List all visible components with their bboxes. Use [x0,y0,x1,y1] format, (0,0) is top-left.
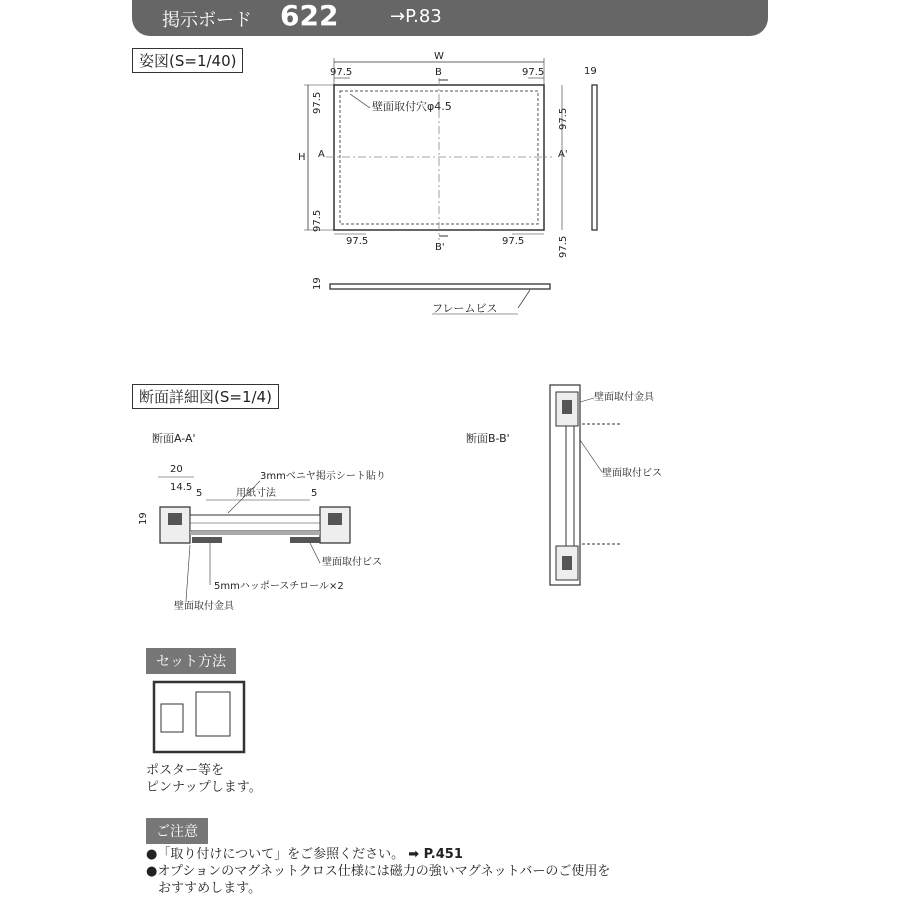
dim-bottom-19: 19 [312,277,323,290]
wall-bracket-label: 壁面取付金具 [174,601,234,612]
dim-bottom-left: 97.5 [346,236,369,247]
paper-size-label: 用紙寸法 [236,488,276,499]
set-method-illustration [152,680,248,756]
note-2b: おすすめします。 [158,881,262,896]
dim-h: H [298,152,306,163]
marker-b: B [435,67,442,78]
bb-screw-label: 壁面取付ビス [602,468,662,479]
dim-5-right: 5 [311,488,318,499]
dim-top-left: 97.5 [330,67,353,78]
marker-a-prime: A' [558,149,568,160]
model-number: 622 [280,0,339,32]
dim-w: W [434,51,444,62]
section-detail-label: 断面詳細図(S=1/4) [132,384,279,409]
front-view-label: 姿図(S=1/40) [132,48,243,73]
note-1-text: ●「取り付けについて」をご参照ください。 [146,847,405,862]
dim-right-top: 97.5 [558,107,569,130]
section-aa-title: 断面A-A' [152,432,196,445]
marker-a: A [318,149,325,160]
notes-tab: ご注意 [146,818,208,844]
side-view [592,85,597,230]
hole-label: 壁面取付穴φ4.5 [372,100,452,113]
styrofoam-label: 5mmハッポースチロール×2 [214,581,344,592]
dim-side-19: 19 [584,66,597,77]
dim-5-left: 5 [196,488,203,499]
header-bar [132,0,768,36]
dim-19: 19 [138,512,149,525]
dim-right-bottom: 97.5 [558,235,569,258]
section-bb-title: 断面B-B' [466,432,510,445]
set-method-line1: ポスター等を [146,763,225,778]
set-method-tab: セット方法 [146,648,236,674]
frame-screw-label: フレームビス [432,302,498,315]
set-method-line2: ピンナップします。 [146,780,262,795]
page-reference: →P.83 [390,6,442,27]
dim-top-right: 97.5 [522,67,545,78]
bottom-edge-view [330,284,550,289]
dim-left-top: 97.5 [312,91,323,114]
bb-bracket-label: 壁面取付金具 [594,392,654,403]
note-2: ●オプションのマグネットクロス仕様には磁力の強いマグネットバーのご使用を [146,864,611,879]
product-title: 掲示ボード [162,10,252,31]
dim-14-5: 14.5 [170,482,193,493]
marker-b-prime: B' [435,242,445,253]
section-aa-drawing [130,455,420,615]
note-1 [146,846,610,863]
note-1-ref: ➡ P.451 [408,847,463,862]
front-view-drawing [290,50,620,320]
dim-left-bottom: 97.5 [312,209,323,232]
wall-screw-label: 壁面取付ビス [322,557,382,568]
dim-bottom-right: 97.5 [502,236,525,247]
veneer-label: 3mmベニヤ掲示シート貼り [260,471,386,482]
section-bb-drawing [540,380,700,590]
dim-20: 20 [170,464,183,475]
